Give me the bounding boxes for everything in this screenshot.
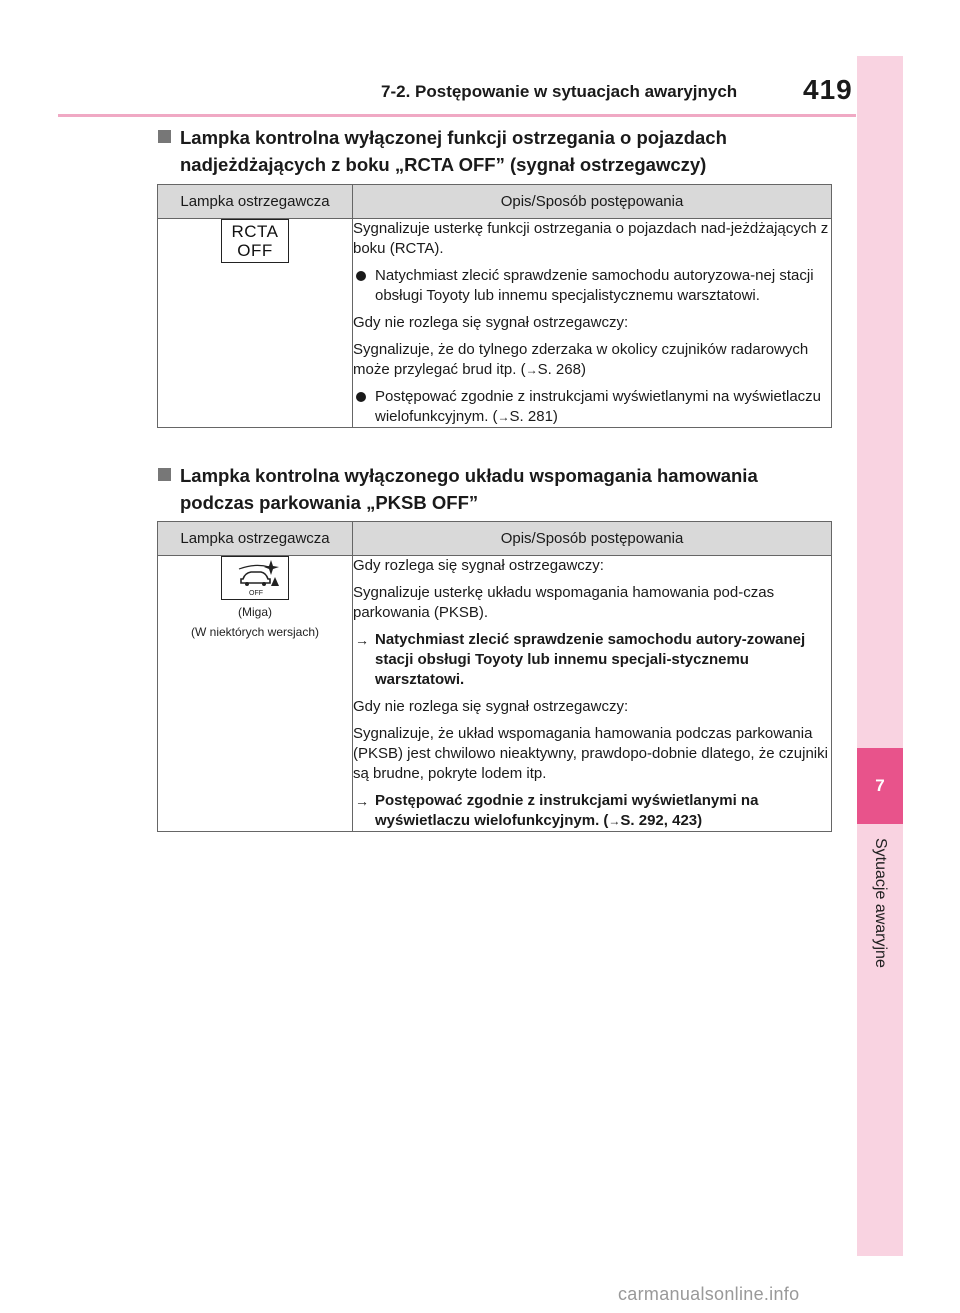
arrow-right-icon: → [355,632,369,648]
arrow-text: Natychmiast zlecić sprawdzenie samochodu autory-zowanej stacji obsługi Toyoty lub innemu specjali-stycznemu warsztatowi. [375,631,806,688]
chapter-number-tab[interactable]: 7 [857,748,903,824]
chapter-title: Sytuacje awaryjne [872,838,889,968]
chapter-title-vertical [862,838,898,988]
column-header-lamp: Lampka ostrzegawcza [158,185,353,219]
bullet-item [353,266,831,306]
chapter-side-strip [857,56,903,1256]
bullet-dot-icon [356,271,366,281]
square-bullet-icon [158,468,171,481]
page-reference-link[interactable]: S. 292, 423) [620,812,703,829]
section-title: 7-2. Postępowanie w sytuacjach awaryjnych [381,82,738,101]
lamp-caption-versions: (W niektórych wersjach) [190,625,320,639]
pksb-off-label: OFF [248,590,263,597]
condition-text: Gdy nie rozlega się sygnał ostrzegawczy: [353,698,629,715]
table-header-row [158,185,832,219]
pksb-off-icon-graphic [223,557,288,598]
pksb-off-indicator-icon [221,556,289,600]
section-heading-pksb [158,462,758,516]
off-label: OFF [237,241,273,260]
description-cell [353,219,832,428]
arrow-item [353,791,831,831]
condition-text: Gdy rozlega się sygnał ostrzegawczy: [353,557,604,574]
description-cell [353,556,832,832]
page-number: 419 [803,74,853,105]
bullet-item [353,387,831,427]
arrow-right-icon: → [525,363,538,377]
header-rule [58,114,856,117]
heading-line-2: podczas parkowania „PKSB OFF” [180,492,479,513]
lamp-cell [158,219,353,428]
arrow-right-icon: → [497,410,510,424]
lamp-cell [158,556,353,832]
table-header-row [158,522,832,556]
condition-text: Gdy nie rozlega się sygnał ostrzegawczy: [353,314,629,331]
column-header-description: Opis/Sposób postępowania [353,185,832,219]
arrow-right-icon: → [608,814,621,828]
arrow-right-icon: → [355,793,369,809]
page-reference-link[interactable]: S. 281) [509,408,558,425]
bullet-dot-icon [356,392,366,402]
lamp-caption-blinking: (Miga) [237,605,272,619]
table-row [158,556,832,832]
description-text-body: Sygnalizuje, że do tylnego zderzaka w okolicy czujników radarowych może przylegać brud itp. ( [353,341,809,378]
table-row [158,219,832,428]
bullet-text: Postępować zgodnie z instrukcjami wyświetlanymi na wyświetlaczu wielofunkcyjnym. ( [375,388,822,425]
heading-line-1: Lampka kontrolna wyłączonego układu wspomagania hamowania [180,465,758,486]
arrow-text: Postępować zgodnie z instrukcjami wyświetlanymi na wyświetlaczu wielofunkcyjnym. ( [375,792,759,829]
watermark: carmanualsonline.info [618,1284,800,1304]
page-reference-link[interactable]: S. 268) [537,361,586,378]
description-text: Sygnalizuje usterkę funkcji ostrzegania o pojazdach nad-jeżdżających z boku (RCTA). [353,220,829,257]
rcta-off-indicator-icon [221,219,289,263]
rcta-label: RCTA [231,222,279,241]
section-heading-rcta [158,124,727,178]
description-text: Sygnalizuje, że układ wspomagania hamowania podczas parkowania (PKSB) jest chwilowo nieaktywny, prawdopo-dobnie dlatego, że czujniki są brudne, pokryte lodem itp. [353,725,828,782]
bullet-text: Natychmiast zlecić sprawdzenie samochodu autoryzowa-nej stacji obsługi Toyoty lub innemu specjalistycznemu warsztatowi. [375,267,814,304]
column-header-description: Opis/Sposób postępowania [353,522,832,556]
description-text: Sygnalizuje usterkę układu wspomagania hamowania pod-czas parkowania (PKSB). [353,584,775,621]
pksb-warning-table [157,521,832,832]
column-header-lamp: Lampka ostrzegawcza [158,522,353,556]
heading-line-1: Lampka kontrolna wyłączonej funkcji ostrzegania o pojazdach [180,127,727,148]
square-bullet-icon [158,130,171,143]
description-text [353,340,831,380]
rcta-warning-table [157,184,832,428]
arrow-item [353,630,831,690]
heading-line-2: nadjeżdżających z boku „RCTA OFF” (sygnał ostrzegawczy) [180,154,707,175]
